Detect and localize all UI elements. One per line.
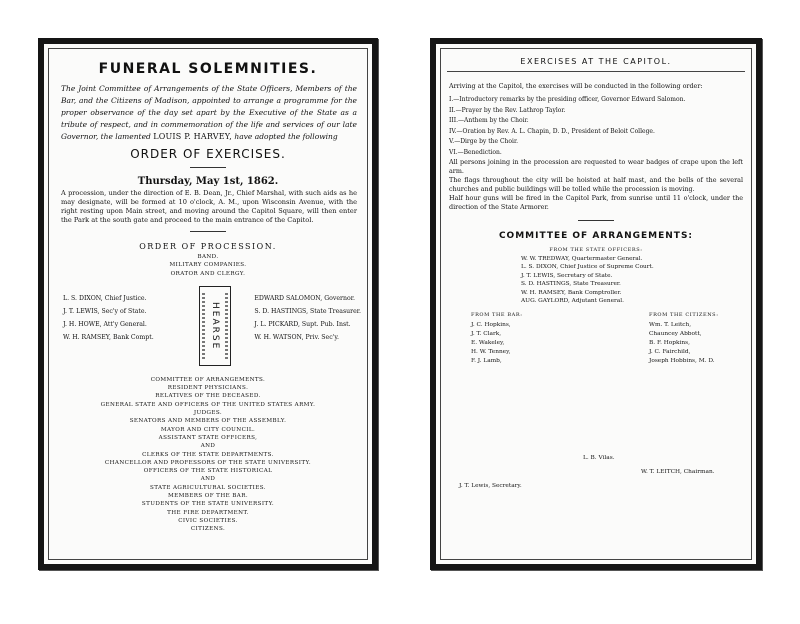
right-page [430,38,762,570]
group-line: STUDENTS OF THE STATE UNIVERSITY. [141,501,275,508]
exercise-item: V.—Dirge by the Choir. [449,138,519,145]
pallbearer: S. D. HASTINGS, State Treasurer. [254,307,361,315]
exercise-item: II.—Prayer by the Rev. Lathrop Taylor. [449,106,566,114]
pallbearer: EDWARD SALOMON, Governor. [254,294,355,302]
pallbearer: W. H. WATSON, Priv. Sec'y. [254,333,339,341]
secretary-signature: J. T. Lewis, Secretary. [459,483,522,489]
pallbearer: J. T. LEWIS, Sec'y of State. [63,307,147,315]
hearse-section [49,290,367,368]
exercise-item: IV.—Oration by Rev. A. L. Chapin, D. D., President of Beloit College. [449,127,655,135]
group-line: COMMITTEE OF ARRANGEMENTS. [150,376,266,383]
right-page-inner-border [440,48,752,560]
group-line: CLERKS OF THE STATE DEPARTMENTS. [142,451,274,458]
group-line: SENATORS AND MEMBERS OF THE ASSEMBLY. [129,418,287,425]
group-line: ORATOR AND CLERGY. [170,270,246,277]
exercise-item: VI.—Benediction. [449,148,502,156]
vilas-signature: L. B. Vilas. [583,455,615,461]
governor-name: LOUIS P. HARVEY, [153,132,232,141]
group-line: JUDGES. [193,410,223,417]
top-groups [49,253,367,278]
divider [578,220,614,221]
state-officers-list [441,255,751,305]
group-line: OFFICERS OF THE STATE HISTORICAL [143,468,273,475]
group-line: THE FIRE DEPARTMENT. [167,509,249,516]
hearse-label: HEARSE [210,301,220,351]
pallbearer: L. S. DIXON, Chief Justice. [63,294,147,302]
flags-paragraph: The flags throughout the city will be hoisted at half mast, and the bells of the several churches and public buildings will be tolled while the procession is moving. [449,176,743,193]
group-line: CHANCELLOR AND PROFESSORS OF THE STATE UNIVERSITY. [104,459,312,466]
committee-title: COMMITTEE OF ARRANGEMENTS: [498,231,694,241]
group-line: MEMBERS OF THE BAR. [167,493,248,500]
group-line: MAYOR AND CITY COUNCIL. [160,426,256,433]
bar-member: H. W. Tenney, [471,349,511,356]
left-page-inner-border [48,48,368,560]
pallbearers-right [254,292,361,344]
citizen-member: Joseph Hobbins, M. D. [649,358,715,365]
committee-columns [441,311,751,377]
citizen-member: Wm. T. Leitch, [649,321,692,328]
intro-end: have adopted the following [234,132,338,141]
guns-paragraph: Half hour guns will be fired in the Capitol Park, from sunrise until 11 o'clock, under the direction of the State Armorer. [449,194,743,211]
intro-text: The Joint Committee of Arrangements of the State Officers, Members of the Bar, and the Citizens of Madison, appointed to arrange a programme for the proper observance of the day set apart by the Executive of the State as a tribute of respect, and in commemoration of the life and services of our late Governor, the lamented [61,84,357,141]
procession-paragraph: A procession, under the direction of E. B. Dean, Jr., Chief Marshal, with such aids as he may designate, will be formed at 10 o'clock, A. M., upon Wisconsin Avenue, with the right resting upon Main street, and moving around the Capitol Square, will then enter the Park at the south gate and proceed to the main entrance of the Capitol. [61,189,357,224]
group-line: MILITARY COMPANIES. [169,262,247,269]
group-line: CITIZENS. [190,526,226,533]
page-title: FUNERAL SOLEMNITIES. [98,61,318,77]
exercise-item: I.—Introductory remarks by the presiding officer, Governor Edward Salomon. [449,96,686,103]
bearer-marks [225,293,228,359]
divider [190,231,226,232]
from-bar-heading: FROM THE BAR: [471,312,523,319]
citizen-member: Chauncey Abbott, [649,330,702,337]
pallbearer: W. H. RAMSEY, Bank Compt. [63,333,154,341]
bar-member: J. T. Clark, [471,330,502,337]
group-line: RESIDENT PHYSICIANS. [167,385,249,392]
citizen-member: J. C. Fairchild, [649,349,691,356]
officer: L. S. DIXON, Chief Justice of Supreme Court. [521,264,654,271]
intro-paragraph [49,77,367,143]
badge-paragraph: All persons joining in the procession are requested to wear badges of crape upon the left arm. [449,158,743,175]
officer: W. H. RAMSEY, Bank Comptroller. [521,289,622,296]
citizens-column [649,311,719,366]
pallbearer: J. H. HOWE, Att'y General. [63,320,147,328]
divider [190,167,226,168]
exercises-intro: Arriving at the Capitol, the exercises will be conducted in the following order: [449,82,703,90]
chairman-signature: W. T. LEITCH, Chairman. [641,469,715,475]
exercises-title: EXERCISES AT THE CAPITOL. [520,57,672,66]
group-line: STATE AGRICULTURAL SOCIETIES. [150,484,266,491]
exercise-item: III.—Anthem by the Choir. [449,117,529,124]
pallbearers-left [63,292,154,344]
pallbearer: J. L. PICKARD, Supt. Pub. Inst. [254,320,351,328]
officer: S. D. HASTINGS, State Treasurer. [521,281,621,288]
group-line: CIVIC SOCIETIES. [178,517,238,524]
from-citizens-heading: FROM THE CITIZENS: [649,312,719,319]
from-state-heading: FROM THE STATE OFFICERS: [549,247,643,253]
bar-member: J. C. Hopkins, [471,321,511,328]
citizen-member: B. F. Hopkins, [649,340,690,347]
date-heading: Thursday, May 1st, 1862. [137,176,279,187]
group-line: ASSISTANT STATE OFFICERS, [158,434,258,441]
bearer-marks [202,293,205,359]
group-line: AND [200,443,216,450]
bottom-groups [49,376,367,534]
group-line: AND [200,476,216,483]
bar-member: F. J. Lamb, [471,358,502,365]
group-line: RELATIVES OF THE DECEASED. [155,393,261,400]
officer: J. T. LEWIS, Secretary of State. [521,272,613,279]
officer: W. W. TREDWAY, Quartermaster General. [521,256,643,262]
hearse-box [199,286,231,366]
order-of-exercises-title: ORDER OF EXERCISES. [130,147,286,161]
divider [447,71,745,72]
bar-column [471,311,523,366]
order-of-procession-title: ORDER OF PROCESSION. [139,242,277,251]
group-line: BAND. [197,254,219,260]
left-page [38,38,378,570]
group-line: GENERAL STATE AND OFFICERS OF THE UNITED STATES ARMY. [100,401,316,408]
bar-member: E. Wakeley, [471,340,505,347]
exercises-list [441,95,751,158]
officer: AUG. GAYLORD, Adjutant General. [521,298,624,305]
